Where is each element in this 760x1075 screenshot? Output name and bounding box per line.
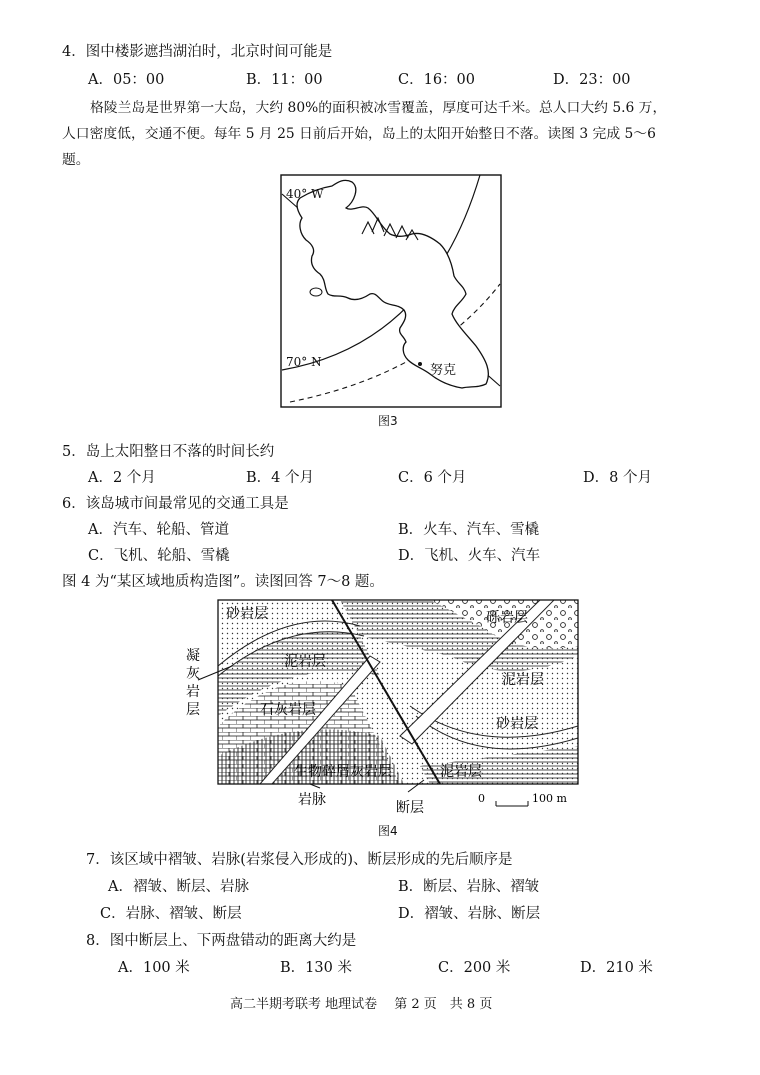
fig4-scale-length: 100 m [532, 792, 567, 805]
q8-option-d[interactable]: D．210 米 [580, 960, 653, 976]
fig4-label-mudstone-left: 泥岩层 [284, 654, 326, 670]
q5-option-c[interactable]: C．6 个月 [398, 470, 467, 486]
figure-3-greenland-map [280, 174, 502, 408]
q5-stem: 5．岛上太阳整日不落的时间长约 [62, 444, 275, 460]
intro-greenland-line1: 格陵兰岛是世界第一大岛，大约 80%的面积被冰雪覆盖，厚度可达千米。总人口大约 5.6 万， [90, 100, 667, 116]
q6-option-b[interactable]: B．火车、汽车、雪橇 [398, 522, 540, 538]
fig4-label-bioclastic: 生物碎屑灰岩层 [294, 764, 392, 780]
q7-option-c[interactable]: C．岩脉、褶皱、断层 [100, 906, 242, 922]
q5-option-b[interactable]: B．4 个月 [246, 470, 314, 486]
intro-greenland-line2: 人口密度低，交通不便。每年 5 月 25 日前后开始，岛上的太阳开始整日不落。读图 3 完成 5～6 [62, 126, 656, 142]
q7-option-d[interactable]: D．褶皱、岩脉、断层 [398, 906, 541, 922]
page-footer: 高二半期考联考 地理试卷 第 2 页 共 8 页 [230, 997, 493, 1012]
fig4-scale-zero: 0 [478, 792, 485, 805]
fig4-label-mudstone-right: 泥岩层 [502, 672, 544, 688]
q5-option-a[interactable]: A．2 个月 [88, 470, 156, 486]
fig4-label-sandstone-right: 砂岩层 [496, 716, 538, 732]
q8-option-a[interactable]: A．100 米 [118, 960, 190, 976]
q5-option-d[interactable]: D．8 个月 [583, 470, 652, 486]
figure-4-geology-diagram [180, 596, 580, 820]
fig4-label-conglomerate: 砾岩层 [486, 610, 528, 626]
fig4-label-tuff-3: 岩 [186, 684, 200, 700]
fig4-label-fault: 断层 [396, 800, 424, 816]
q7-stem: 7．该区域中褶皱、岩脉(岩浆侵入形成的)、断层形成的先后顺序是 [86, 852, 513, 868]
q4-option-c[interactable]: C．16：00 [398, 72, 475, 88]
q6-option-a[interactable]: A．汽车、轮船、管道 [88, 522, 229, 538]
figure-4-caption: 图4 [378, 824, 398, 838]
fig3-label-city: 努克 [430, 363, 457, 378]
q8-stem: 8．图中断层上、下两盘错动的距离大约是 [86, 933, 357, 949]
fig4-label-tuff-2: 灰 [186, 666, 200, 682]
fig4-label-dike: 岩脉 [298, 792, 326, 808]
q4-option-d[interactable]: D．23：00 [553, 72, 631, 88]
q8-option-b[interactable]: B．130 米 [280, 960, 352, 976]
fig4-label-mudstone-bottom: 泥岩层 [440, 764, 482, 780]
q6-option-c[interactable]: C．飞机、轮船、雪橇 [88, 548, 230, 564]
fig4-label-tuff-4: 层 [186, 702, 200, 718]
figure-3-caption: 图3 [378, 414, 398, 428]
fig4-label-sandstone-top: 砂岩层 [226, 606, 268, 622]
fig3-label-lat: 70° N [286, 355, 322, 369]
q4-stem: 4．图中楼影遮挡湖泊时，北京时间可能是 [62, 44, 333, 60]
fig4-label-limestone: 石灰岩层 [260, 702, 316, 718]
q4-option-a[interactable]: A．05：00 [88, 72, 165, 88]
q4-option-b[interactable]: B．11：00 [246, 72, 323, 88]
fig3-label-lon: 40° W [286, 187, 324, 201]
q6-stem: 6．该岛城市间最常见的交通工具是 [62, 496, 289, 512]
q7-option-b[interactable]: B．断层、岩脉、褶皱 [398, 879, 540, 895]
fig4-label-tuff-1: 凝 [186, 648, 200, 664]
intro-greenland-line3: 题。 [62, 152, 90, 168]
q8-option-c[interactable]: C．200 米 [438, 960, 511, 976]
intro-figure4: 图 4 为“某区域地质构造图”。读图回答 7～8 题。 [62, 574, 384, 590]
q6-option-d[interactable]: D．飞机、火车、汽车 [398, 548, 541, 564]
q7-option-a[interactable]: A．褶皱、断层、岩脉 [108, 879, 249, 895]
